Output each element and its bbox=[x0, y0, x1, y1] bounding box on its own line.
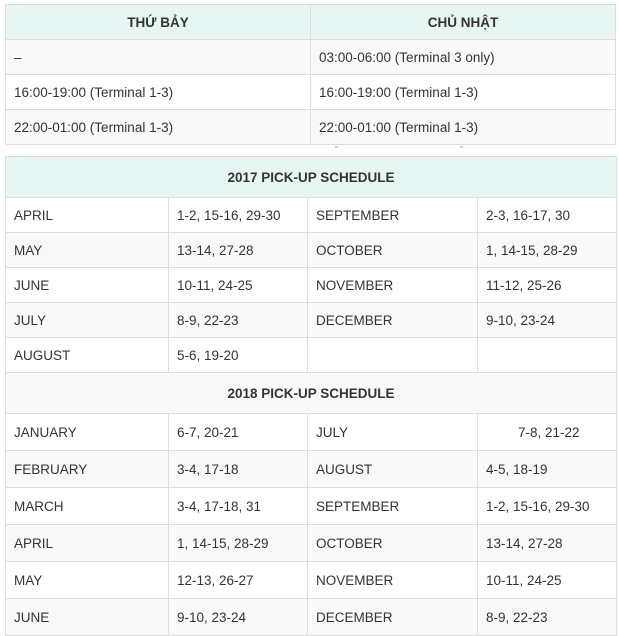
table-row bbox=[6, 303, 617, 338]
table-row bbox=[6, 562, 617, 599]
schedule-2018-title: 2018 PICK-UP SCHEDULE bbox=[6, 373, 617, 414]
dates-cell: 1, 14-15, 28-29 bbox=[169, 525, 308, 562]
table-row bbox=[6, 233, 617, 268]
dates-cell: 3-4, 17-18 bbox=[169, 451, 308, 488]
table-row bbox=[6, 451, 617, 488]
dates-cell: 1, 14-15, 28-29 bbox=[478, 233, 617, 268]
table-row bbox=[6, 198, 617, 233]
dates-cell: 10-11, 24-25 bbox=[478, 562, 617, 599]
dates-cell: 4-5, 18-19 bbox=[478, 451, 617, 488]
table-row bbox=[6, 268, 617, 303]
schedule-2018-title-row bbox=[6, 373, 617, 414]
month-cell: NOVEMBER bbox=[308, 562, 478, 599]
month-cell: APRIL bbox=[6, 198, 169, 233]
saturday-slot: – bbox=[6, 40, 311, 75]
table-row bbox=[6, 599, 617, 636]
month-cell: MAY bbox=[6, 233, 169, 268]
days-table bbox=[5, 4, 616, 145]
month-cell: MARCH bbox=[6, 488, 169, 525]
month-cell: AUGUST bbox=[308, 451, 478, 488]
month-cell: SEPTEMBER bbox=[308, 488, 478, 525]
saturday-slot: 16:00-19:00 (Terminal 1-3) bbox=[6, 75, 311, 110]
dates-cell: 6-7, 20-21 bbox=[169, 414, 308, 451]
month-cell: APRIL bbox=[6, 525, 169, 562]
days-table-header-row bbox=[6, 5, 616, 40]
month-cell: JULY bbox=[308, 414, 478, 451]
pickup-schedule-table bbox=[5, 156, 617, 636]
dates-cell: 1-2, 15-16, 29-30 bbox=[169, 198, 308, 233]
table-row bbox=[6, 40, 616, 75]
schedule-2017-title-row bbox=[6, 157, 617, 198]
sunday-slot: 03:00-06:00 (Terminal 3 only) bbox=[311, 40, 616, 75]
dates-cell: 10-11, 24-25 bbox=[169, 268, 308, 303]
table-row bbox=[6, 75, 616, 110]
dates-cell: 3-4, 17-18, 31 bbox=[169, 488, 308, 525]
table-separator bbox=[5, 146, 616, 150]
sunday-slot: 16:00-19:00 (Terminal 1-3) bbox=[311, 75, 616, 110]
saturday-slot: 22:00-01:00 (Terminal 1-3) bbox=[6, 110, 311, 145]
table-row bbox=[6, 110, 616, 145]
month-cell: FEBRUARY bbox=[6, 451, 169, 488]
month-cell: MAY bbox=[6, 562, 169, 599]
dates-cell: 2-3, 16-17, 30 bbox=[478, 198, 617, 233]
schedule-2017-title: 2017 PICK-UP SCHEDULE bbox=[6, 157, 617, 198]
dates-cell: 13-14, 27-28 bbox=[169, 233, 308, 268]
dates-cell: 1-2, 15-16, 29-30 bbox=[478, 488, 617, 525]
dates-cell: 13-14, 27-28 bbox=[478, 525, 617, 562]
month-cell: AUGUST bbox=[6, 338, 169, 373]
dates-cell: 9-10, 23-24 bbox=[478, 303, 617, 338]
sunday-slot: 22:00-01:00 (Terminal 1-3) bbox=[311, 110, 616, 145]
dates-cell: 9-10, 23-24 bbox=[169, 599, 308, 636]
header-sunday: CHỦ NHẬT bbox=[311, 5, 616, 40]
dates-cell: 5-6, 19-20 bbox=[169, 338, 308, 373]
month-cell: JUNE bbox=[6, 268, 169, 303]
dates-cell bbox=[478, 338, 617, 373]
month-cell: OCTOBER bbox=[308, 233, 478, 268]
month-cell: JANUARY bbox=[6, 414, 169, 451]
month-cell bbox=[308, 338, 478, 373]
dates-cell: 12-13, 26-27 bbox=[169, 562, 308, 599]
month-cell: NOVEMBER bbox=[308, 268, 478, 303]
dates-cell: 11-12, 25-26 bbox=[478, 268, 617, 303]
table-row bbox=[6, 488, 617, 525]
table-row bbox=[6, 338, 617, 373]
month-cell: JULY bbox=[6, 303, 169, 338]
header-saturday: THỨ BẢY bbox=[6, 5, 311, 40]
table-row bbox=[6, 525, 617, 562]
month-cell: OCTOBER bbox=[308, 525, 478, 562]
month-cell: SEPTEMBER bbox=[308, 198, 478, 233]
dates-cell: 7-8, 21-22 bbox=[478, 414, 617, 451]
month-cell: DECEMBER bbox=[308, 599, 478, 636]
month-cell: JUNE bbox=[6, 599, 169, 636]
dates-cell: 8-9, 22-23 bbox=[478, 599, 617, 636]
table-row bbox=[6, 414, 617, 451]
month-cell: DECEMBER bbox=[308, 303, 478, 338]
dates-cell: 8-9, 22-23 bbox=[169, 303, 308, 338]
